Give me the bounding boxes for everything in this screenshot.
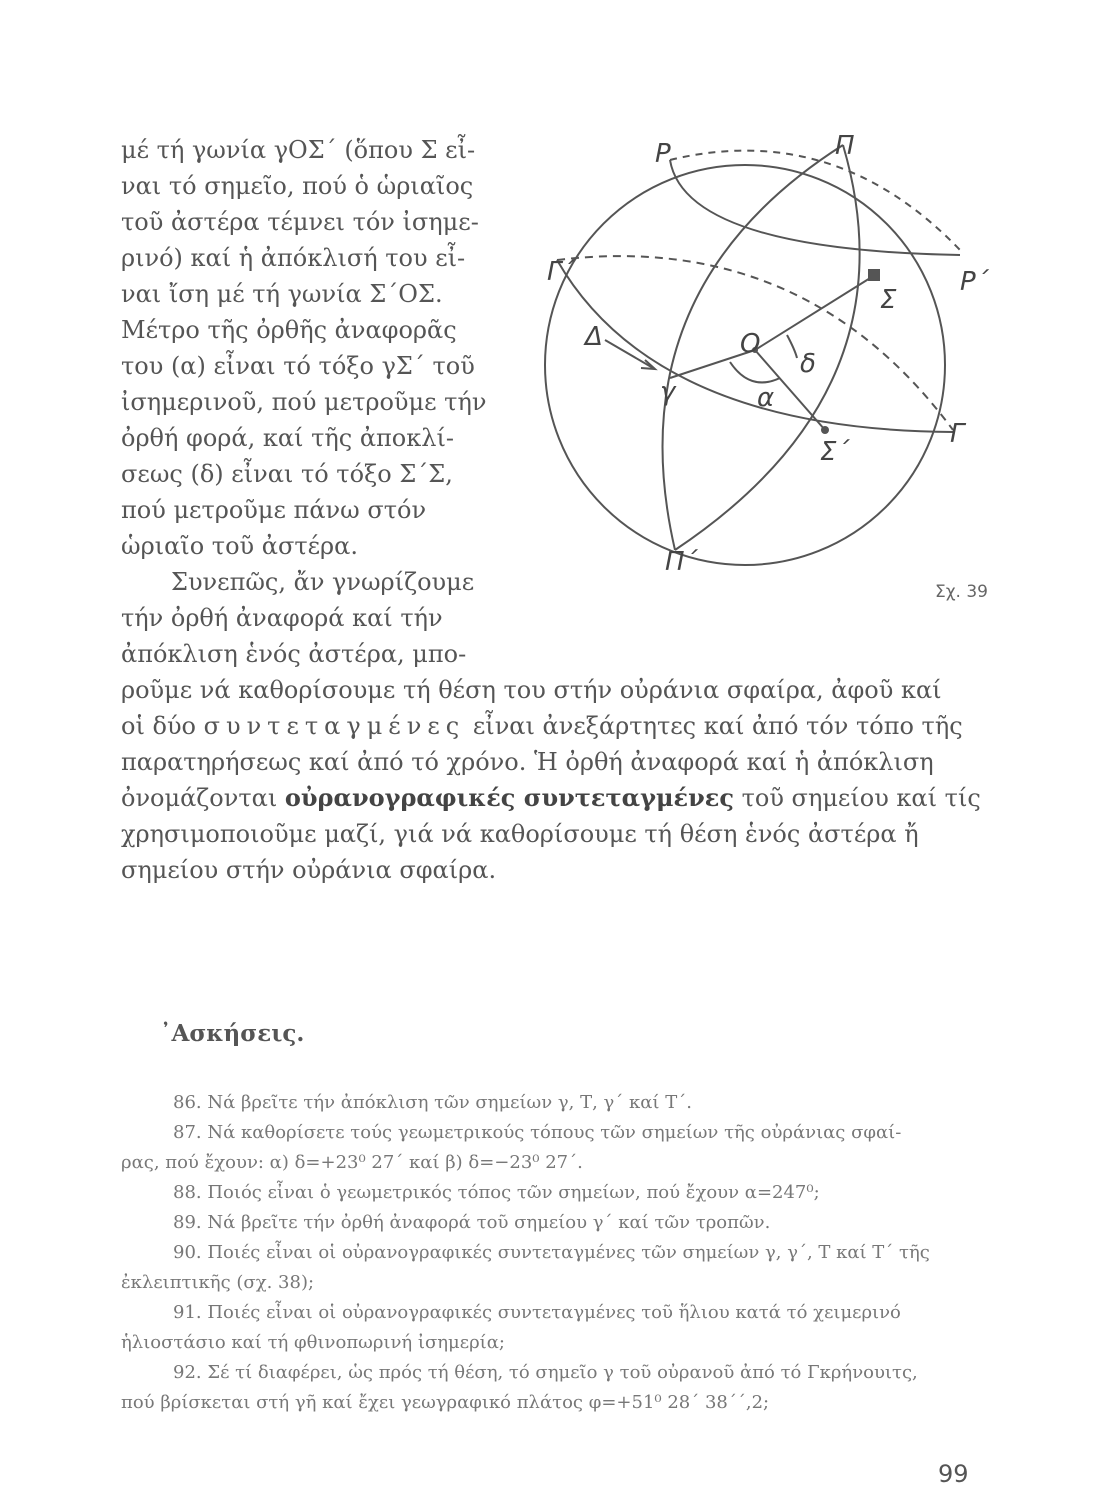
label-gamma-prime-capital: Γ΄ [547, 257, 575, 287]
body-line: τήν ὀρθή ἀναφορά καί τήν [121, 604, 443, 632]
body-line: τοῦ ἀστέρα τέμνει τόν ἰσημε- [121, 208, 479, 236]
body-line: πού μετροῦμε πάνω στόν [121, 496, 427, 524]
exercise-line: ἡλιοστάσιο καί τή φθινοπωρινή ἰσημερία; [121, 1332, 505, 1353]
text-run: τοῦ σημείου καί τίς [733, 784, 981, 812]
radius-to-sigma [755, 275, 875, 350]
body-line: ναι ἴση μέ τή γωνία Σ΄ΟΣ. [121, 280, 443, 308]
exercise-line: 89. Νά βρεῖτε τήν ὀρθή ἀναφορά τοῦ σημείου γ΄ καί τῶν τροπῶν. [173, 1212, 771, 1233]
label-rho: Ρ [655, 139, 671, 169]
body-line: ναι τό σημεῖο, πού ὁ ὡριαῖος [121, 172, 474, 200]
body-line: ρινό) καί ἡ ἀπόκλισή του εἶ- [121, 244, 466, 272]
text-run: οἱ δύο [121, 712, 204, 740]
figure-caption: Σχ. 39 [935, 582, 989, 602]
label-sigma-prime: Σ΄ [820, 437, 850, 467]
body-line: Συνεπῶς, ἄν γνωρίζουμε [171, 568, 475, 596]
exercises-heading: ᾿Ασκήσεις. [160, 1020, 305, 1047]
ecliptic-arc [670, 160, 960, 255]
label-delta-capital: Δ [585, 322, 603, 352]
bold-term: οὐρανογραφικές συντεταγμένες [284, 783, 734, 812]
body-line [121, 708, 981, 744]
dashed-circle [670, 151, 960, 250]
exercise-line: 92. Σέ τί διαφέρει, ὡς πρός τή θέση, τό σημεῖο γ τοῦ οὐρανοῦ ἀπό τό Γκρήνουιτς, [173, 1362, 918, 1383]
exercise-line: 91. Ποιές εἶναι οἱ οὐρανογραφικές συντεταγμένες τοῦ ἥλιου κατά τό χειμερινό [173, 1302, 901, 1323]
delta-angle-arc [787, 335, 797, 358]
exercise-line: 88. Ποιός εἶναι ὁ γεωμετρικός τόπος τῶν σημείων, πού ἔχουν α=247⁰; [173, 1182, 820, 1203]
exercise-line: ἐκλειπτικῆς (σχ. 38); [121, 1272, 315, 1293]
body-line: ροῦμε νά καθορίσουμε τή θέση του στήν οὐράνια σφαίρα, ἀφοῦ καί [121, 676, 942, 704]
star-marker [868, 269, 880, 281]
label-sigma: Σ [880, 285, 897, 315]
label-alpha: α [757, 383, 775, 413]
text-run: εἶναι ἀνεξάρτητες καί ἀπό τόν τόπο τῆς [465, 712, 963, 740]
text-run: ὀνομάζονται [121, 784, 285, 812]
sphere-outline [545, 165, 945, 565]
body-line: σεως (δ) εἶναι τό τόξο Σ΄Σ, [121, 460, 453, 488]
alpha-angle-arc [730, 362, 780, 382]
page-number: 99 [938, 1460, 969, 1488]
spaced-term: συντεταγμένες [203, 712, 466, 740]
body-line: ὀρθή φορά, καί τῆς ἀποκλί- [121, 424, 454, 452]
body-line: παρατηρήσεως καί ἀπό τό χρόνο. Ἡ ὀρθή ἀναφορά καί ἡ ἀπόκλιση [121, 748, 934, 776]
label-gamma-capital: Γ [950, 419, 965, 449]
body-line: ὡριαῖο τοῦ ἀστέρα. [121, 532, 358, 560]
exercise-line: 90. Ποιές εἶναι οἱ οὐρανογραφικές συντεταγμένες τῶν σημείων γ, γ΄, Τ καί Τ΄ τῆς [173, 1242, 930, 1263]
label-gamma: γ [660, 377, 676, 407]
body-line: ἰσημερινοῦ, πού μετροῦμε τήν [121, 388, 487, 416]
body-line: Μέτρο τῆς ὀρθῆς ἀναφορᾶς [121, 316, 457, 344]
exercise-line: 86. Νά βρεῖτε τήν ἀπόκλιση τῶν σημείων γ, Τ, γ΄ καί Τ΄. [173, 1092, 692, 1113]
exercise-line: ρας, πού ἔχουν: α) δ=+23⁰ 27΄ καί β) δ=−23⁰ 27΄. [121, 1152, 583, 1173]
body-line: χρησιμοποιοῦμε μαζί, γιά νά καθορίσουμε τή θέση ἑνός ἀστέρα ἤ [121, 820, 919, 848]
exercise-line: πού βρίσκεται στή γῆ καί ἔχει γεωγραφικό πλάτος φ=+51⁰ 28΄ 38΄΄,2; [121, 1392, 770, 1413]
label-pi: Π [835, 131, 855, 161]
point-sigma-prime [821, 426, 829, 434]
label-delta: δ [800, 349, 816, 379]
exercise-line: 87. Νά καθορίσετε τούς γεωμετρικούς τόπους τῶν σημείων τῆς οὐράνιας σφαί- [173, 1122, 902, 1143]
label-pi-prime: Π΄ [665, 547, 698, 577]
body-line: μέ τή γωνία γΟΣ΄ (ὅπου Σ εἶ- [121, 136, 476, 164]
celestial-sphere-figure [535, 130, 989, 610]
body-line [121, 780, 981, 816]
body-line: σημείου στήν οὐράνια σφαίρα. [121, 856, 497, 884]
label-rho-prime: Ρ΄ [960, 267, 989, 297]
body-line: του (α) εἶναι τό τόξο γΣ΄ τοῦ [121, 352, 475, 380]
label-o: Ο [740, 329, 761, 359]
body-line: ἀπόκλιση ἑνός ἀστέρα, μπο- [121, 640, 467, 668]
